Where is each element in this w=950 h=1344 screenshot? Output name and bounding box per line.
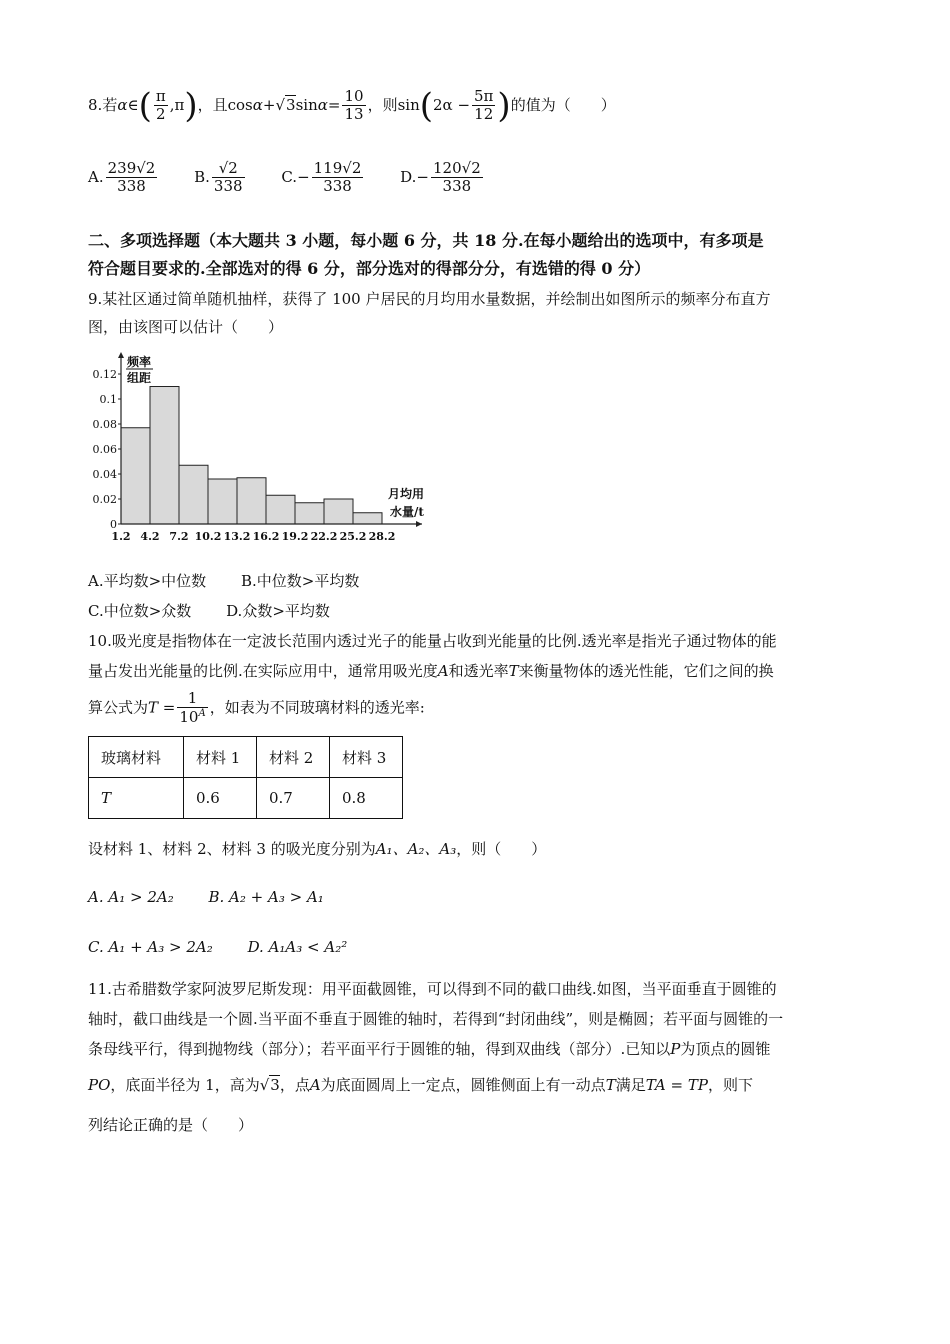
- q8-five-pi: $\frac{5\pi}{12}$: [474, 87, 494, 124]
- q8-rhs: $\frac{10}{13}$: [344, 87, 364, 124]
- x-axis-label-bottom: 水量/t: [390, 505, 424, 519]
- table-cell: 0.8: [330, 778, 403, 819]
- q9-option-c[interactable]: C.中位数>众数: [88, 602, 192, 620]
- q8-option-b[interactable]: B. $\frac{√2}{338}$: [194, 159, 243, 196]
- histogram-bar: [208, 479, 237, 524]
- q8-sin: sin: [295, 95, 318, 114]
- y-tick-label: 0.02: [92, 493, 117, 506]
- table-header-cell: 材料 2: [257, 737, 330, 778]
- y-tick-label: 0.1: [99, 393, 117, 406]
- transmittance-table: [88, 736, 403, 819]
- q10-var-t: T: [508, 662, 519, 680]
- q8-option-a[interactable]: A. $\frac{239√2}{338}$: [88, 159, 156, 196]
- y-axis-arrow: [118, 352, 124, 358]
- y-tick-label: 0: [110, 518, 117, 531]
- q8-rparen: ): [184, 85, 198, 126]
- q8-stem: 8.若α∈( $\frac{\pi}{2}$ ,π)，且cosα+√3sinα= $\frac{10}{13}$ ，则sin(2α − $\frac{5\pi}{12}$ )的值为（ ）: [88, 85, 616, 126]
- q10-line2: 量占发出光能量的比例.在实际应用中，通常用吸光度A和透光率T来衡量物体的透光性能，它们之间的换: [88, 662, 774, 680]
- q10-option-b[interactable]: B. A₂ + A₃ > A₁: [208, 888, 324, 906]
- q8-pi: ,π: [169, 95, 185, 114]
- q8-alpha: α: [117, 95, 128, 114]
- q10-line1: 10.吸光度是指物体在一定波长范围内透过光子的能量占收到光能量的比例.透光率是指光子通过物体的能: [88, 632, 777, 650]
- q11-line2: 轴时，截口曲线是一个圆.当平面不垂直于圆锥的轴时，若得到“封闭曲线”，则是椭圆；若平面与圆锥的一: [88, 1010, 784, 1028]
- q10-var-a: A: [437, 662, 449, 680]
- q8-pi-half: $\frac{\pi}{2}$: [155, 87, 166, 124]
- table-row: [89, 778, 403, 819]
- q10-formula-lhs: T =: [148, 698, 176, 717]
- y-axis-label-top: 频率: [127, 355, 152, 369]
- q8-then: ，则: [367, 95, 398, 114]
- histogram-bar: [295, 503, 324, 524]
- q10-option-d[interactable]: D. A₁A₃ < A₂²: [247, 938, 348, 956]
- q11-line5: 列结论正确的是（ ）: [88, 1116, 254, 1134]
- frequency-histogram: [85, 348, 425, 548]
- x-axis-arrow: [416, 521, 422, 527]
- table-header-cell: 材料 1: [184, 737, 257, 778]
- q8-cos: cos: [227, 95, 253, 114]
- x-tick-label: 10.2: [194, 530, 222, 543]
- q10-option-a[interactable]: A. A₁ > 2A₂: [88, 888, 174, 906]
- y-tick-label: 0.12: [92, 368, 117, 381]
- q11-var-p: P: [670, 1040, 681, 1058]
- histogram-bar: [121, 428, 150, 524]
- q8-eq: =: [327, 95, 341, 114]
- table-header-cell: 材料 3: [330, 737, 403, 778]
- q11-sqrt3: 3: [270, 1076, 280, 1094]
- y-tick-label: 0.06: [92, 443, 117, 456]
- q8-plus: +: [262, 95, 276, 114]
- q10-formula-frac: $\frac{1}{10^A}$: [179, 689, 206, 727]
- q8-sqrt3: 3: [286, 95, 296, 114]
- x-tick-label: 13.2: [223, 530, 251, 543]
- q9-options-row1: [88, 570, 389, 591]
- section2-line1: 二、多项选择题（本大题共 3 小题，每小题 6 分，共 18 分.在每小题给出的选项中，有多项是: [88, 231, 764, 250]
- y-tick-label: 0.04: [92, 468, 117, 481]
- q9-options-row2: [88, 600, 360, 621]
- q8-sin2: sin: [397, 95, 420, 114]
- q11-line1: 11.古希腊数学家阿波罗尼斯发现：用平面截圆锥，可以得到不同的截口曲线.如图，当平面垂直于圆锥的: [88, 980, 777, 998]
- y-tick-label: 0.08: [92, 418, 117, 431]
- q9-option-a[interactable]: A.平均数>中位数: [88, 572, 207, 590]
- table-cell: T: [89, 778, 184, 819]
- table-cell: 0.6: [184, 778, 257, 819]
- q8-option-d[interactable]: D.− $\frac{120√2}{338}$: [400, 159, 481, 196]
- histogram-bar: [324, 499, 353, 524]
- y-axis-label-bottom: 组距: [127, 371, 152, 385]
- q11-var-po: PO: [88, 1076, 111, 1094]
- x-tick-label: 19.2: [281, 530, 309, 543]
- q11-line3: 条母线平行，得到抛物线（部分）；若平面平行于圆锥的轴，得到双曲线（部分）.已知以P为顶点的圆锥: [88, 1040, 771, 1058]
- q10-options-row1: [88, 888, 354, 906]
- q8-if: 若: [102, 95, 118, 114]
- section2-line2: 符合题目要求的.全部选对的得 6 分，部分选对的得部分分，有选错的得 0 分）: [88, 259, 651, 278]
- q11-line4: PO，底面半径为 1，高为√3，点A为底面圆周上一定点，圆锥侧面上有一动点T满足TA = TP，则下: [88, 1076, 753, 1094]
- x-tick-label: 4.2: [140, 530, 160, 543]
- q10-options-row2: [88, 938, 377, 956]
- histogram-bar: [266, 495, 295, 524]
- histogram-bar: [353, 513, 382, 524]
- q9-line1: 9.某社区通过简单随机抽样，获得了 100 户居民的月均用水量数据，并绘制出如图所示的频率分布直方: [88, 290, 771, 308]
- x-tick-label: 16.2: [252, 530, 280, 543]
- table-cell: 0.7: [257, 778, 330, 819]
- q10-line3: 算公式为T = $\frac{1}{10^A}$ ，如表为不同玻璃材料的透光率:: [88, 689, 425, 727]
- q8-two-alpha: 2α −: [433, 95, 471, 114]
- q11-var-a: A: [309, 1076, 321, 1094]
- q8-option-c[interactable]: C.− $\frac{119√2}{338}$: [281, 159, 362, 196]
- q11-condition: TA = TP: [645, 1076, 708, 1094]
- q11-var-t: T: [605, 1076, 616, 1094]
- q9-line2: 图，由该图可以估计（ ）: [88, 318, 284, 336]
- q8-and: ，且: [197, 95, 228, 114]
- table-header-row: [89, 737, 403, 778]
- q8-in: ∈: [127, 95, 139, 114]
- histogram-bar: [237, 478, 266, 524]
- q10-option-c[interactable]: C. A₁ + A₃ > 2A₂: [88, 938, 213, 956]
- x-tick-label: 1.2: [111, 530, 131, 543]
- q8-number: 8.: [88, 95, 103, 114]
- q8-lparen: (: [138, 85, 152, 126]
- q9-option-d[interactable]: D.众数>平均数: [226, 602, 330, 620]
- x-tick-label: 25.2: [339, 530, 367, 543]
- histogram-bar: [150, 387, 179, 525]
- x-tick-label: 28.2: [368, 530, 396, 543]
- q8-options: [88, 160, 515, 196]
- q10-prompt: 设材料 1、材料 2、材料 3 的吸光度分别为A₁、A₂、A₃，则（ ）: [88, 840, 547, 858]
- q10-prompt-vars: A₁、A₂、A₃: [375, 840, 457, 858]
- x-tick-label: 22.2: [310, 530, 338, 543]
- q9-option-b[interactable]: B.中位数>平均数: [240, 572, 360, 590]
- x-tick-label: 7.2: [169, 530, 189, 543]
- q8-rparen2: ): [497, 85, 511, 126]
- x-axis-label-top: 月均用: [388, 487, 425, 501]
- q8-tail: 的值为（ ）: [510, 95, 616, 114]
- table-header-cell: 玻璃材料: [89, 737, 184, 778]
- histogram-bar: [179, 465, 208, 524]
- q8-lparen2: (: [419, 85, 433, 126]
